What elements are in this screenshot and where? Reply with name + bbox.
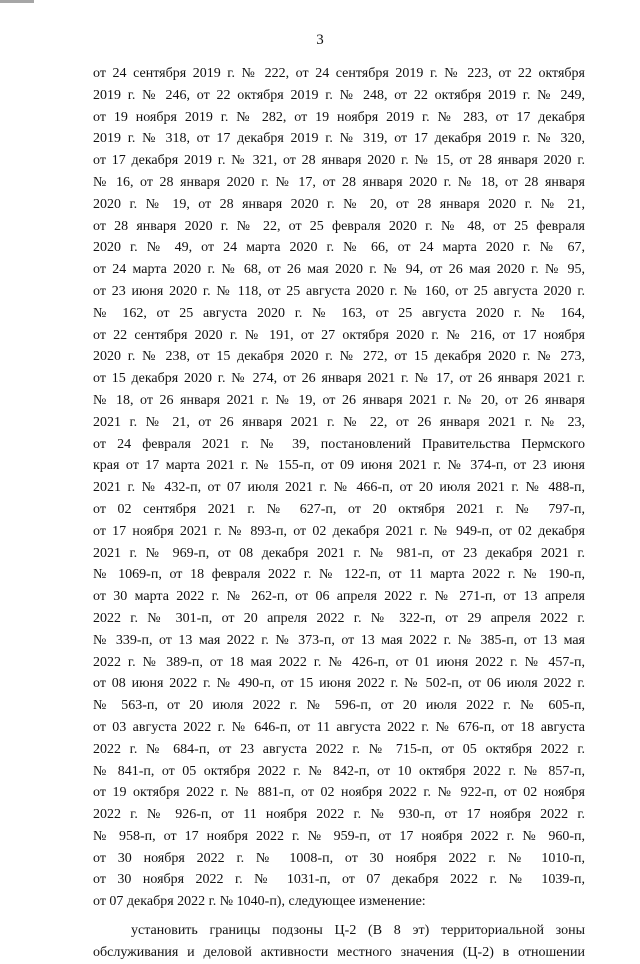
- text-line: 2021 г. № 21, от 26 января 2021 г. № 22, от 26 января 2021 г. № 23,: [93, 414, 585, 430]
- text-line: 2022 г. № 926-п, от 11 ноября 2022 г. № 930-п, от 17 ноября 2022 г.: [93, 807, 585, 823]
- text-line: от 28 января 2020 г. № 22, от 25 февраля 2020 г. № 48, от 25 февраля: [93, 218, 585, 234]
- text-line: от 15 декабря 2020 г. № 274, от 26 января 2021 г. № 17, от 26 января 2021 г.: [93, 371, 585, 387]
- text-line: от 19 ноября 2019 г. № 282, от 19 ноября 2019 г. № 283, от 17 декабря: [93, 109, 585, 125]
- text-line: № 162, от 25 августа 2020 г. № 163, от 25 августа 2020 г. № 164,: [93, 305, 585, 321]
- text-line: 2021 г. № 969-п, от 08 декабря 2021 г. № 981-п, от 23 декабря 2021 г.: [93, 545, 585, 561]
- text-line: 2022 г. № 684-п, от 23 августа 2022 г. № 715-п, от 05 октября 2022 г.: [93, 741, 585, 757]
- text-line: от 23 июня 2020 г. № 118, от 25 августа 2020 г. № 160, от 25 августа 2020 г.: [93, 283, 585, 299]
- text-line: установить границы подзоны Ц-2 (В 8 эт) территориальной зоны: [131, 923, 585, 939]
- text-line: 2022 г. № 301-п, от 20 апреля 2022 г. № 322-п, от 29 апреля 2022 г.: [93, 610, 585, 626]
- text-line: от 17 ноября 2021 г. № 893-п, от 02 декабря 2021 г. № 949-п, от 02 декабря: [93, 523, 585, 539]
- text-line: 2020 г. № 238, от 15 декабря 2020 г. № 272, от 15 декабря 2020 г. № 273,: [93, 349, 585, 365]
- text-line: от 30 ноября 2022 г. № 1031-п, от 07 декабря 2022 г. № 1039-п,: [93, 872, 585, 888]
- text-line: обслуживания и деловой активности местного значения (Ц-2) в отношении: [93, 944, 585, 960]
- text-line: от 19 октября 2022 г. № 881-п, от 02 ноября 2022 г. № 922-п, от 02 ноября: [93, 785, 585, 801]
- text-line: от 24 сентября 2019 г. № 222, от 24 сентября 2019 г. № 223, от 22 октября: [93, 66, 585, 81]
- text-line: от 30 ноября 2022 г. № 1008-п, от 30 ноября 2022 г. № 1010-п,: [93, 850, 585, 866]
- text-line: № 841-п, от 05 октября 2022 г. № 842-п, от 10 октября 2022 г. № 857-п,: [93, 763, 585, 779]
- text-line: № 958-п, от 17 ноября 2022 г. № 959-п, от 17 ноября 2022 г. № 960-п,: [93, 828, 585, 844]
- paragraph-gap: [93, 913, 585, 920]
- page-number: 3: [316, 32, 324, 48]
- text-line: от 02 сентября 2021 г. № 627-п, от 20 октября 2021 г. № 797-п,: [93, 501, 585, 517]
- text-line: от 07 декабря 2022 г. № 1040-п), следующее изменение:: [93, 894, 426, 910]
- text-line: № 16, от 28 января 2020 г. № 17, от 28 января 2020 г. № 18, от 28 января: [93, 174, 585, 190]
- text-line: 2019 г. № 318, от 17 декабря 2019 г. № 319, от 17 декабря 2019 г. № 320,: [93, 131, 585, 147]
- text-line: от 24 февраля 2021 г. № 39, постановлений Правительства Пермского: [93, 436, 585, 452]
- paragraph-references: [93, 63, 585, 913]
- text-line: края от 17 марта 2021 г. № 155-п, от 09 июня 2021 г. № 374-п, от 23 июня: [93, 458, 585, 474]
- scan-edge-mark: [0, 0, 34, 3]
- text-line: от 30 марта 2022 г. № 262-п, от 06 апреля 2022 г. № 271-п, от 13 апреля: [93, 589, 585, 605]
- text-line: от 17 декабря 2019 г. № 321, от 28 января 2020 г. № 15, от 28 января 2020 г.: [93, 153, 585, 169]
- text-line: 2021 г. № 432-п, от 07 июля 2021 г. № 466-п, от 20 июля 2021 г. № 488-п,: [93, 480, 585, 496]
- text-line: 2022 г. № 389-п, от 18 мая 2022 г. № 426-п, от 01 июня 2022 г. № 457-п,: [93, 654, 585, 670]
- text-line: № 18, от 26 января 2021 г. № 19, от 26 января 2021 г. № 20, от 26 января: [93, 392, 585, 408]
- paragraph-amendment: [93, 920, 585, 964]
- text-line: от 24 марта 2020 г. № 68, от 26 мая 2020 г. № 94, от 26 мая 2020 г. № 95,: [93, 262, 585, 278]
- text-line: № 339-п, от 13 мая 2022 г. № 373-п, от 13 мая 2022 г. № 385-п, от 13 мая: [93, 632, 585, 648]
- text-line: 2020 г. № 19, от 28 января 2020 г. № 20, от 28 января 2020 г. № 21,: [93, 196, 585, 212]
- text-line: от 03 августа 2022 г. № 646-п, от 11 августа 2022 г. № 676-п, от 18 августа: [93, 719, 585, 735]
- document-body: [93, 63, 585, 964]
- text-line: от 22 сентября 2020 г. № 191, от 27 октября 2020 г. № 216, от 17 ноября: [93, 327, 585, 343]
- text-line: 2020 г. № 49, от 24 марта 2020 г. № 66, от 24 марта 2020 г. № 67,: [93, 240, 585, 256]
- text-line: 2019 г. № 246, от 22 октября 2019 г. № 248, от 22 октября 2019 г. № 249,: [93, 87, 585, 103]
- text-line: № 563-п, от 20 июля 2022 г. № 596-п, от 20 июля 2022 г. № 605-п,: [93, 698, 585, 714]
- text-line: № 1069-п, от 18 февраля 2022 г. № 122-п, от 11 марта 2022 г. № 190-п,: [93, 567, 585, 583]
- text-line: от 08 июня 2022 г. № 490-п, от 15 июня 2022 г. № 502-п, от 06 июля 2022 г.: [93, 676, 585, 692]
